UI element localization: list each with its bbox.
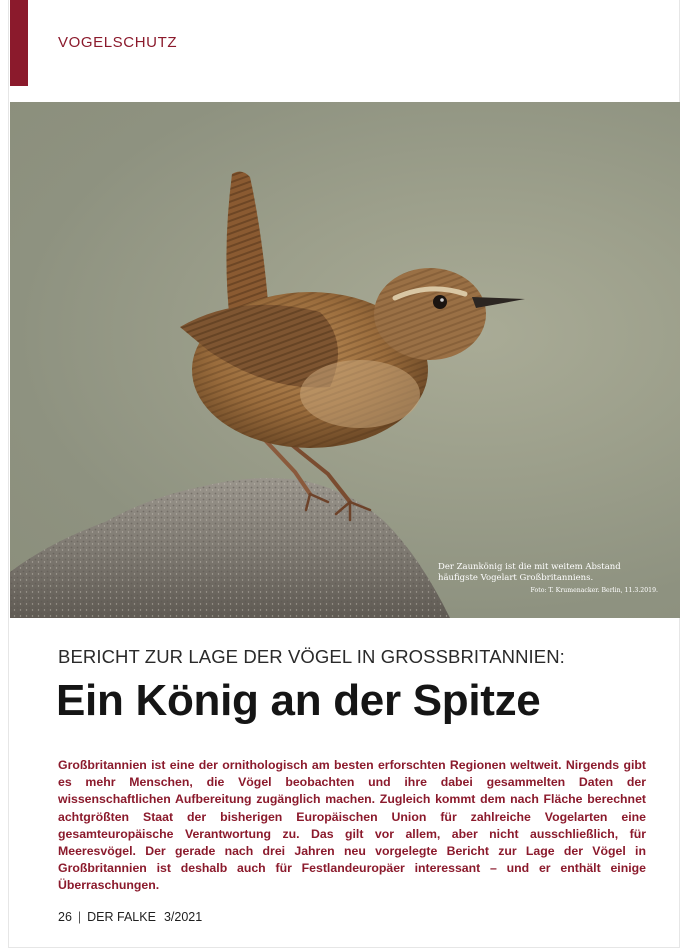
section-accent-bar xyxy=(10,0,28,86)
article-lead: Großbritannien ist eine der ornithologisch am besten erforschten Regionen weltweit. Nirgends gibt es mehr Menschen, die Vögel beobachten und ihre dabei gesammelten Daten der wissenschaftlichen Aufbereitung zugänglich machen. Zugleich kommt dem nach Fläche berechnet achtgrößten Staat der bisherigen Europäischen Union für zahlreiche Vogelarten eine gesamteuropäische Verantwortung zu. Das gilt vor allem, aber nicht ausschließlich, für Meeresvögel. Der gerade nach drei Jahren neu vorgelegte Bericht zur Lage der Vögel in Großbritannien ist deshalb auch für Festlandeuropäer interessant – und er enthält einige Überraschungen. xyxy=(58,758,646,893)
page-number: 26 xyxy=(58,910,72,924)
article-kicker: BERICHT ZUR LAGE DER VÖGEL IN GROSSBRITANNIEN: xyxy=(58,646,565,667)
wren-photo xyxy=(10,102,680,618)
article-headline: Ein König an der Spitze xyxy=(56,676,541,725)
section-label: VOGELSCHUTZ xyxy=(58,34,178,51)
issue-number: 3/2021 xyxy=(163,910,203,924)
photo-credit: Foto: T. Krumenacker. Berlin, 11.3.2019. xyxy=(530,587,658,594)
footer-separator: | xyxy=(77,910,82,924)
magazine-name: DER FALKE xyxy=(87,910,156,924)
photo-caption-text: Der Zaunkönig ist die mit weitem Abstand häufigste Vogelart Großbritanniens. xyxy=(438,562,621,583)
photo-caption xyxy=(438,562,658,594)
wren-illustration xyxy=(10,102,680,618)
page-footer xyxy=(58,910,202,924)
